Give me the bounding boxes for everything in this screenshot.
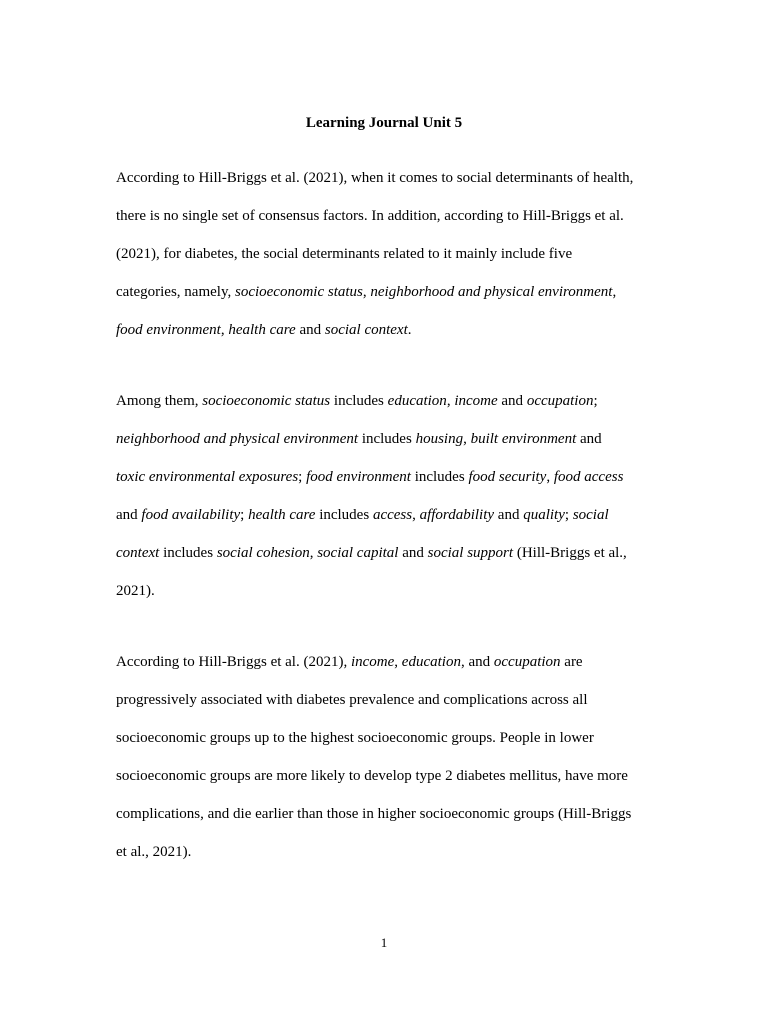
italic-term: education [401, 654, 461, 670]
italic-term: housing [415, 431, 464, 447]
text-run: there is no single set of consensus factors. In addition, according to Hill-Briggs et al. [116, 208, 624, 224]
text-run: includes [159, 545, 217, 561]
italic-term: affordability [419, 507, 495, 523]
page-number: 1 [380, 935, 388, 950]
italic-term: social context [324, 322, 408, 338]
italic-term: income [350, 654, 395, 670]
text-run: includes [410, 469, 469, 485]
text-run: and [576, 431, 602, 447]
italic-term: socioeconomic status [202, 393, 331, 409]
text-run: , [412, 507, 420, 523]
text-line [116, 206, 624, 226]
italic-term: neighborhood and physical environment [370, 284, 613, 300]
text-run: , [394, 654, 402, 670]
text-run: ; [593, 393, 598, 409]
text-run: categories, namely, [116, 284, 235, 300]
text-line [116, 320, 412, 340]
text-run: , [463, 431, 471, 447]
italic-term: food access [553, 469, 624, 485]
italic-term: food environment [116, 322, 221, 338]
text-run: According to Hill-Briggs et al. (2021), [116, 654, 351, 670]
text-line [116, 728, 594, 748]
italic-term: quality [523, 507, 565, 523]
italic-term: built environment [470, 431, 577, 447]
text-run: According to Hill-Briggs et al. (2021), when it comes to social determinants of health, [116, 170, 634, 186]
italic-term: social capital [317, 545, 399, 561]
italic-term: education [387, 393, 447, 409]
document-title: Learning Journal Unit 5 [305, 115, 463, 131]
text-run: . [407, 322, 412, 338]
italic-term: income [454, 393, 498, 409]
italic-term: neighborhood and physical environment [116, 431, 359, 447]
text-run: , and [460, 654, 494, 670]
italic-term: social support [427, 545, 514, 561]
text-run: (2021), for diabetes, the social determinants related to it mainly include five [116, 246, 573, 262]
text-run: ; [564, 507, 573, 523]
text-line [116, 766, 628, 786]
text-line [116, 690, 588, 710]
text-run: complications, and die earlier than those in higher socioeconomic groups (Hill-Briggs [116, 806, 632, 822]
text-run: socioeconomic groups up to the highest socioeconomic groups. People in lower [116, 730, 594, 746]
italic-term: food availability [141, 507, 241, 523]
text-line [116, 804, 631, 824]
italic-term: social [572, 507, 609, 523]
text-line [116, 282, 616, 302]
italic-term: occupation [493, 654, 561, 670]
text-line [116, 505, 609, 525]
italic-term: health care [248, 507, 316, 523]
text-line [116, 244, 572, 264]
text-run: , [612, 284, 617, 300]
text-line [116, 842, 191, 862]
text-run: , [546, 469, 554, 485]
text-run: and [497, 393, 527, 409]
text-run: ; [298, 469, 307, 485]
text-run: 2021). [116, 583, 155, 599]
text-run: includes [358, 431, 416, 447]
text-line [116, 581, 155, 601]
text-run: includes [315, 507, 373, 523]
text-run: (Hill-Briggs et al., [513, 545, 627, 561]
italic-term: health care [228, 322, 296, 338]
text-run: and [494, 507, 524, 523]
text-run: ; [240, 507, 249, 523]
italic-term: context [116, 545, 160, 561]
italic-term: toxic environmental exposures [116, 469, 299, 485]
text-run: and [398, 545, 428, 561]
text-run: , [309, 545, 318, 561]
italic-term: occupation [526, 393, 594, 409]
text-run: socioeconomic groups are more likely to develop type 2 diabetes mellitus, have more [116, 768, 628, 784]
text-run: Among them, [116, 393, 203, 409]
italic-term: social cohesion [216, 545, 310, 561]
text-line [116, 652, 583, 672]
text-run: , [362, 284, 371, 300]
text-run: , [220, 322, 229, 338]
text-line [116, 168, 633, 188]
text-run: et al., 2021). [116, 844, 192, 860]
text-line [116, 391, 598, 411]
italic-term: socioeconomic status [234, 284, 363, 300]
text-run: includes [330, 393, 388, 409]
text-line [116, 543, 627, 563]
text-run: and [295, 322, 325, 338]
text-run: progressively associated with diabetes prevalence and complications across all [116, 692, 588, 708]
italic-term: food environment [306, 469, 411, 485]
italic-term: access [372, 507, 413, 523]
text-line [116, 429, 602, 449]
text-line [116, 467, 623, 487]
italic-term: food security [468, 469, 547, 485]
text-run: and [116, 507, 142, 523]
text-run: , [446, 393, 455, 409]
text-run: are [560, 654, 583, 670]
